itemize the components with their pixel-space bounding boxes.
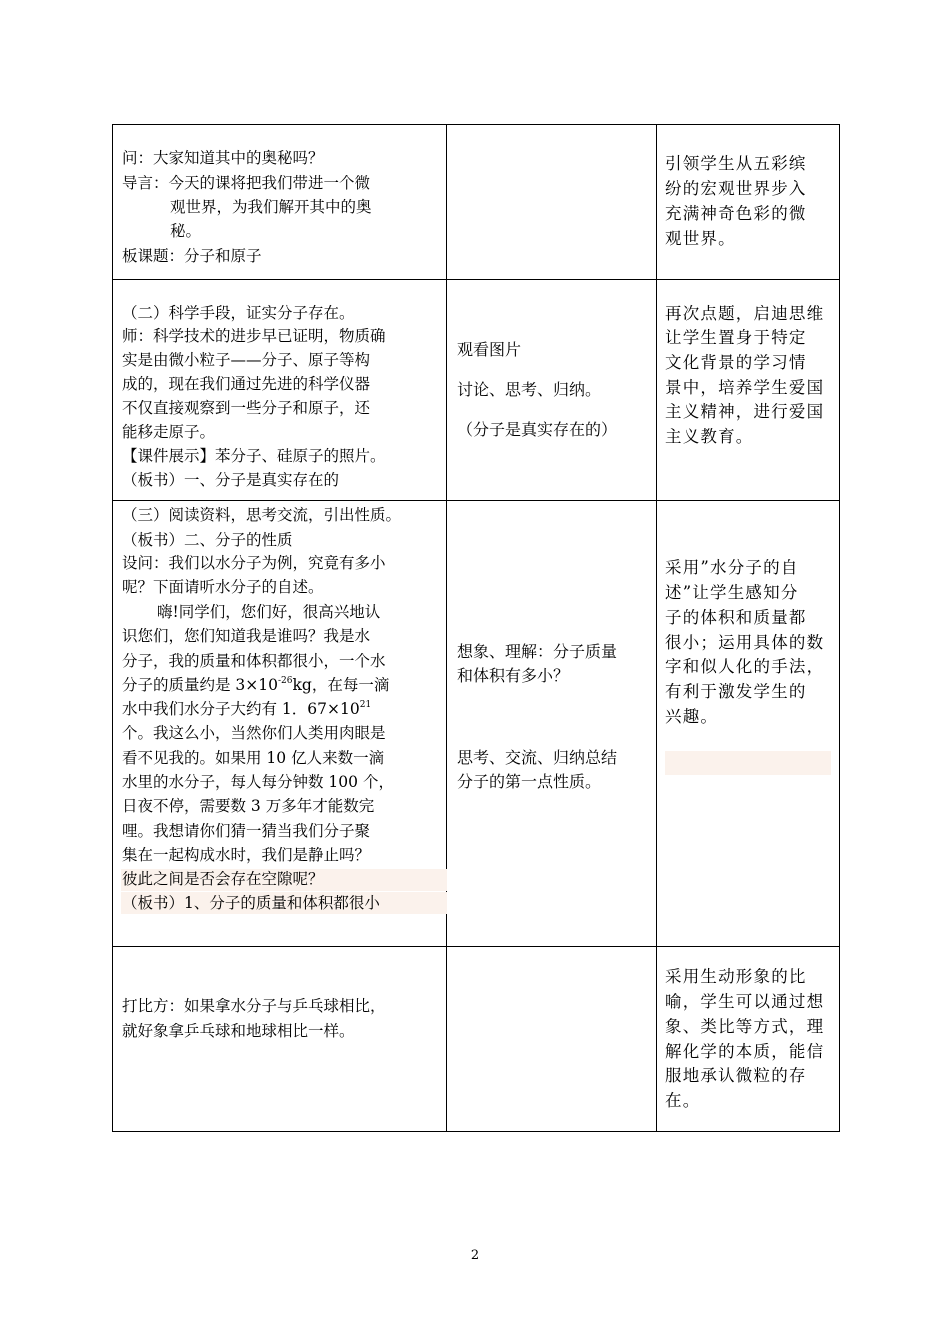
- cell-line: 水里的水分子，每人每分钟数 100 个，: [122, 773, 394, 791]
- cell-line: 哩。我想请你们猜一猜当我们分子聚: [122, 822, 371, 840]
- cell-line: 文化背景的学习情: [665, 353, 807, 372]
- cell-line: 字和似人化的手法，: [665, 657, 825, 676]
- cell-line: 兴趣。: [665, 707, 719, 726]
- count-exponent: 21: [359, 700, 372, 710]
- cell-line: （板书）二、分子的性质: [122, 531, 293, 549]
- table-row: [113, 501, 840, 947]
- cell-line: 再次点题，启迪思维: [665, 304, 825, 323]
- cell-line: 想象、理解：分子质量: [457, 642, 618, 661]
- cell-line: 彼此之间是否会存在空隙呢？: [122, 870, 324, 888]
- cell-line: 讨论、思考、归纳。: [457, 380, 602, 399]
- cell-line: 能移走原子。: [122, 423, 216, 441]
- cell-line: （板书）1、分子的质量和体积都很小: [122, 894, 380, 912]
- cell-line: 充满神奇色彩的微: [665, 204, 807, 223]
- cell-line: 设问：我们以水分子为例，究竟有多小: [122, 554, 386, 572]
- cell-line: 秘。: [170, 222, 202, 240]
- cell-line: 景中，培养学生爱国: [665, 378, 825, 397]
- mass-exponent: -26: [278, 676, 293, 686]
- cell-line: 让学生置身于特定: [665, 328, 807, 347]
- cell-line: （三）阅读资料，思考交流，引出性质。: [122, 506, 402, 524]
- cell-line: 识您们，您们知道我是谁吗？我是水: [122, 627, 371, 645]
- cell-line: 看不见我的。如果用 10 亿人来数一滴: [122, 749, 385, 767]
- cell-line: 观世界，为我们解开其中的奥: [170, 198, 372, 216]
- cell-line: 个。我这么小，当然你们人类用肉眼是: [122, 724, 386, 742]
- page-number: 2: [470, 1248, 480, 1263]
- cell-line: [122, 697, 371, 721]
- line-text: 分子的质量约是 3×10: [122, 676, 278, 694]
- cell-line: 观世界。: [665, 229, 736, 248]
- student-activity-cell: [447, 280, 657, 501]
- design-intent-cell: [657, 280, 840, 501]
- cell-line: 纷的宏观世界步入: [665, 179, 807, 198]
- cell-line: 成的，现在我们通过先进的科学仪器: [122, 375, 371, 393]
- cell-line: 分子的第一点性质。: [457, 772, 602, 791]
- teacher-activity-cell: [113, 125, 447, 280]
- teacher-activity-cell: [113, 501, 447, 947]
- cell-line: 采用”水分子的自: [665, 558, 799, 577]
- cell-line: 子的体积和质量都: [665, 608, 807, 627]
- cell-line: 导言：今天的课将把我们带进一个微: [122, 174, 371, 192]
- cell-line: 在。: [665, 1091, 701, 1110]
- cell-line: 有利于激发学生的: [665, 682, 807, 701]
- highlight: [665, 751, 831, 775]
- cell-line: 思考、交流、归纳总结: [457, 748, 618, 767]
- cell-line: 就好象拿乒乓球和地球相比一样。: [122, 1022, 355, 1040]
- cell-line: 象、类比等方式，理: [665, 1017, 825, 1036]
- cell-line: （二）科学手段，证实分子存在。: [122, 304, 355, 322]
- table-row: [113, 125, 840, 280]
- cell-line: 集在一起构成水时，我们是静止吗？: [122, 846, 371, 864]
- cell-line: 【课件展示】苯分子、硅原子的照片。: [122, 447, 386, 465]
- cell-line: 很小；运用具体的数: [665, 633, 825, 652]
- cell-line: 主义教育。: [665, 427, 754, 446]
- line-text: kg，在每一滴: [292, 676, 390, 694]
- cell-line: （板书）一、分子是真实存在的: [122, 471, 340, 489]
- cell-line: 呢？下面请听水分子的自述。: [122, 578, 324, 596]
- student-activity-cell: [447, 501, 657, 947]
- teacher-activity-cell: [113, 947, 447, 1132]
- cell-line: 和体积有多小？: [457, 666, 570, 685]
- cell-line: 嗨!同学们，您们好，很高兴地认: [157, 603, 381, 621]
- cell-line: 不仅直接观察到一些分子和原子，还: [122, 399, 371, 417]
- student-activity-cell: [447, 125, 657, 280]
- cell-line: （分子是真实存在的）: [457, 420, 618, 439]
- cell-line: 喻，学生可以通过想: [665, 992, 825, 1011]
- table-row: [113, 280, 840, 501]
- cell-line: 师：科学技术的进步早已证明，物质确: [122, 327, 386, 345]
- lesson-plan-table: [112, 124, 840, 1132]
- cell-line: 实是由微小粒子——分子、原子等构: [122, 351, 371, 369]
- cell-line: 打比方：如果拿水分子与乒乓球相比，: [122, 997, 386, 1015]
- cell-line: 分子，我的质量和体积都很小，一个水: [122, 652, 386, 670]
- cell-line: 服地承认微粒的存: [665, 1066, 807, 1085]
- design-intent-cell: [657, 125, 840, 280]
- cell-line: 问：大家知道其中的奥秘吗？: [122, 149, 324, 167]
- cell-line: 主义精神，进行爱国: [665, 402, 825, 421]
- cell-line: 引领学生从五彩缤: [665, 154, 807, 173]
- design-intent-cell: [657, 947, 840, 1132]
- line-text: 水中我们水分子大约有 1．67×10: [122, 700, 360, 718]
- cell-line: 观看图片: [457, 340, 522, 359]
- student-activity-cell: [447, 947, 657, 1132]
- design-intent-cell: [657, 501, 840, 947]
- table-row: [113, 947, 840, 1132]
- cell-line: 板课题：分子和原子: [122, 247, 262, 265]
- cell-line: 采用生动形象的比: [665, 967, 807, 986]
- cell-line: 解化学的本质，能信: [665, 1042, 825, 1061]
- cell-line: [122, 673, 389, 697]
- cell-line: 述”让学生感知分: [665, 583, 799, 602]
- teacher-activity-cell: [113, 280, 447, 501]
- cell-line: 日夜不停，需要数 3 万多年才能数完: [122, 797, 375, 815]
